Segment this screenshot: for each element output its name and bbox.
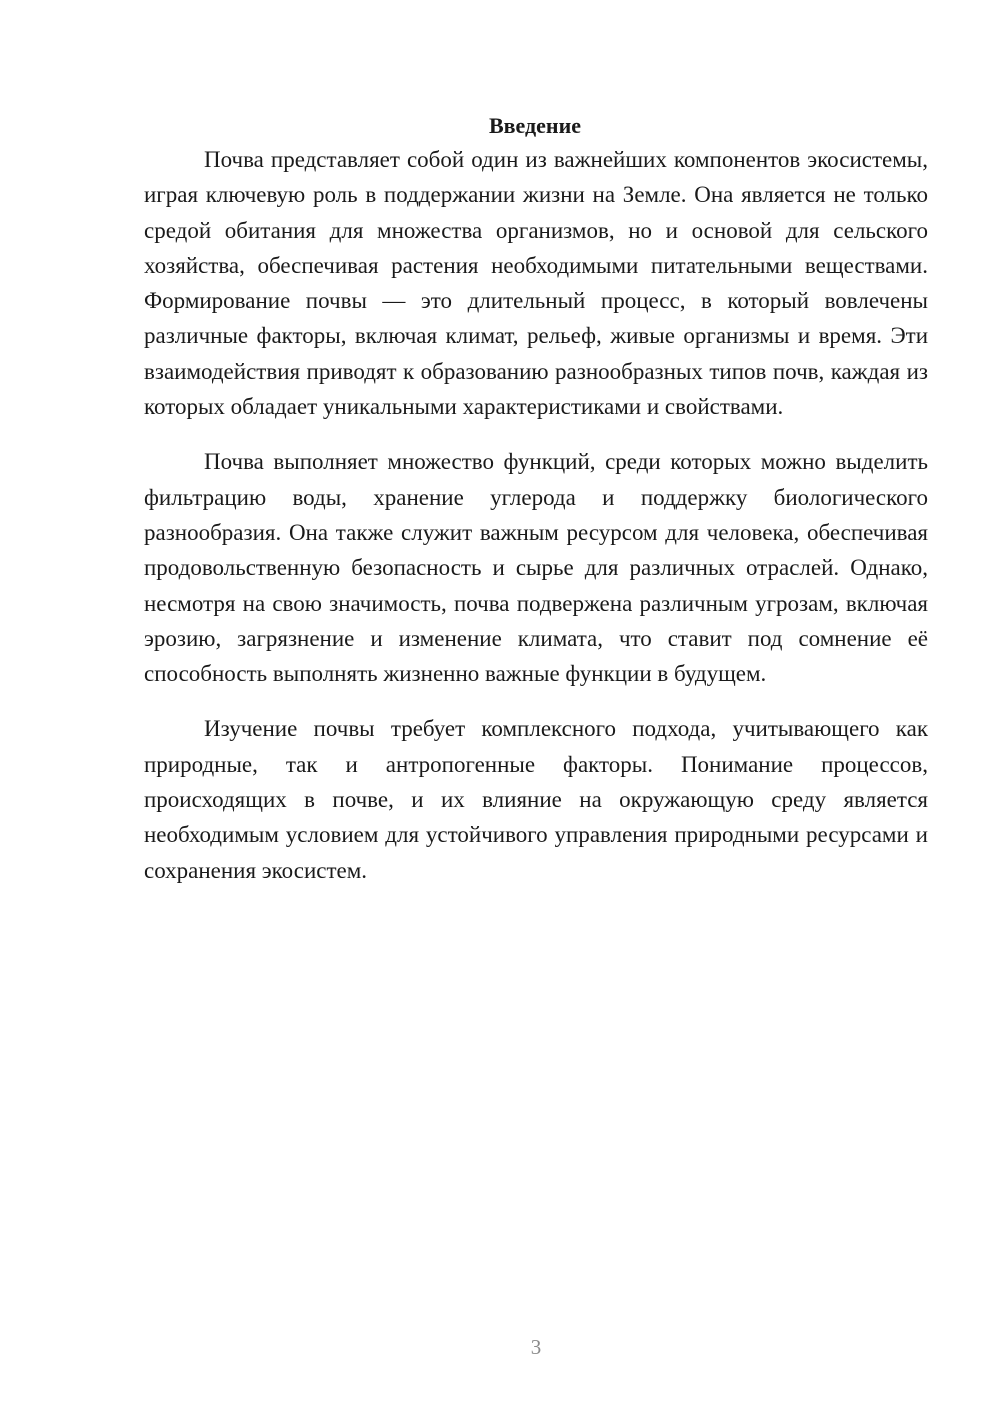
paragraph-2: Почва выполняет множество функций, среди которых можно выделить фильтрацию воды, хранение углерода и поддержку биологического разнообразия. Она также служит важным ресурсом для человека, обеспечивая продовольственную безопасность и сырье для различных отраслей. Однако, несмотря на свою значимость, почва подвержена различным угрозам, включая эрозию, загрязнение и изменение климата, что ставит под сомнение её способность выполнять жизненно важные функции в будущем.: [144, 449, 928, 687]
section-title: Введение: [488, 112, 582, 138]
body-text: [144, 142, 928, 908]
paragraph-1: Почва представляет собой один из важнейших компонентов экосистемы, играя ключевую роль в поддержании жизни на Земле. Она является не только средой обитания для множества организмов, но и основой для сельского хозяйства, обеспечивая растения необходимыми питательными веществами. Формирование почвы — это длительный процесс, в который вовлечены различные факторы, включая климат, рельеф, живые организмы и время. Эти взаимодействия приводят к образованию разнообразных типов почв, каждая из которых обладает уникальными характеристиками и свойствами.: [144, 147, 928, 420]
paragraph-3: Изучение почвы требует комплексного подхода, учитывающего как природные, так и антропогенные факторы. Понимание процессов, происходящих в почве, и их влияние на окружающую среду является необходимым условием для устойчивого управления природными ресурсами и сохранения экосистем.: [144, 716, 928, 883]
page-number: 3: [530, 1335, 542, 1359]
